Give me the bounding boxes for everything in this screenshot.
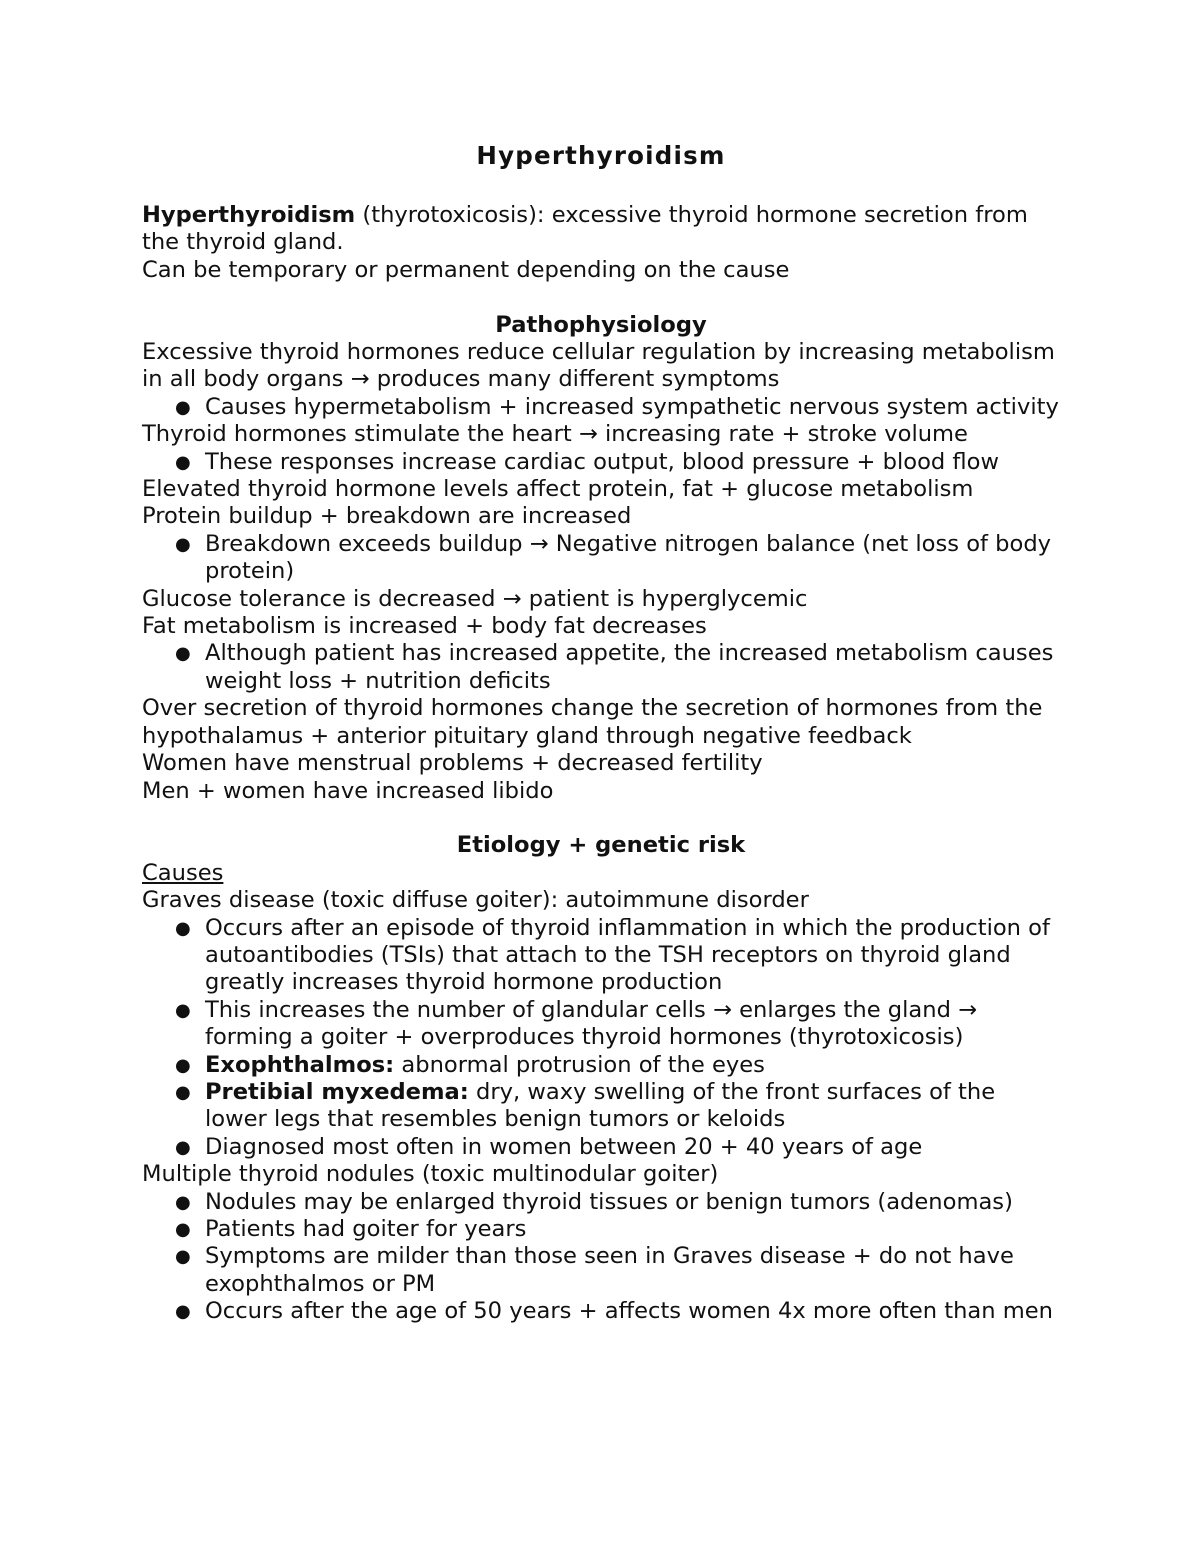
bullet-icon: ● [175,1301,191,1323]
paragraph: Over secretion of thyroid hormones change the secretion of hormones from the hypothalamus + anterior pituitary gland through negative feedback [142,695,1043,749]
intro-line: Can be temporary or permanent depending on the cause [142,256,790,283]
list-item: ● Diagnosed most often in women between 20 + 40 years of age [175,1133,923,1160]
section-heading-etiology: Etiology + genetic risk [456,832,746,859]
intro-definition [142,202,1060,257]
bullet-list [142,394,1060,421]
list-item: ● This increases the number of glandular cells → enlarges the gland → forming a goiter + overproduces thyroid hormones (thyrotoxicosis) [175,996,978,1051]
paragraph: Glucose tolerance is decreased → patient is hyperglycemic [142,585,808,612]
spacer [142,805,1060,832]
list-item: ● Patients had goiter for years [175,1216,527,1242]
paragraph: Men + women have increased libido [142,777,554,804]
paragraph: Women have menstrual problems + decreased fertility [142,750,763,777]
list-item: ● These responses increase cardiac output, blood pressure + blood flow [175,448,999,475]
list-item: ● Causes hypermetabolism + increased sympathetic nervous system activity [175,393,1059,420]
subheading-causes: Causes [142,859,224,886]
bullet-list [142,531,1060,586]
bullet-icon: ● [175,917,191,939]
bullet-list [142,449,1060,476]
bullet-list [142,915,1060,1162]
bullet-icon: ● [175,1054,191,1076]
spacer [142,284,1060,311]
bullet-icon: ● [175,533,191,555]
bullet-icon: ● [175,643,191,665]
list-item: ● Nodules may be enlarged thyroid tissues or benign tumors (adenomas) [175,1188,1013,1215]
list-item: ● Pretibial myxedema: dry, waxy swelling of the front surfaces of the lower legs that resembles benign tumors or keloids [175,1078,996,1133]
page-title: Hyperthyroidism [476,141,726,170]
list-item: ● Symptoms are milder than those seen in Graves disease + do not have exophthalmos or PM [175,1243,1014,1297]
list-item: ● Occurs after the age of 50 years + affects women 4x more often than men [175,1298,1054,1325]
paragraph: Elevated thyroid hormone levels affect protein, fat + glucose metabolism [142,476,974,503]
bullet-icon: ● [175,1246,191,1268]
bullet-icon: ● [175,999,191,1021]
paragraph: Fat metabolism is increased + body fat decreases [142,613,707,640]
list-item: ● Although patient has increased appetite, the increased metabolism causes weight loss + nutrition deficits [175,640,1054,694]
paragraph: Thyroid hormones stimulate the heart → increasing rate + stroke volume [142,421,968,448]
list-item: ● Exophthalmos: abnormal protrusion of the eyes [175,1051,765,1078]
paragraph: Excessive thyroid hormones reduce cellular regulation by increasing metabolism in all body organs → produces many different symptoms [142,339,1055,393]
bullet-icon: ● [175,451,191,473]
intro-definition-text: (thyrotoxicosis): excessive thyroid hormone secretion from the thyroid gland. [142,202,1028,256]
paragraph: Graves disease (toxic diffuse goiter): autoimmune disorder [142,887,809,914]
bullet-list [142,640,1060,695]
bullet-list [142,1189,1060,1326]
intro-term: Hyperthyroidism [142,202,356,228]
bullet-icon: ● [175,396,191,418]
paragraph: Multiple thyroid nodules (toxic multinodular goiter) [142,1161,719,1188]
paragraph: Protein buildup + breakdown are increased [142,503,632,530]
list-item: ● Occurs after an episode of thyroid inflammation in which the production of autoantibodies (TSIs) that attach to the TSH receptors on thyroid gland greatly increases thyroid hormone production [175,914,1050,996]
bullet-icon: ● [175,1219,191,1240]
section-heading-pathophysiology: Pathophysiology [495,311,707,338]
list-item: ● Breakdown exceeds buildup → Negative nitrogen balance (net loss of body protein) [175,530,1052,585]
bullet-icon: ● [175,1081,191,1103]
bullet-icon: ● [175,1191,191,1213]
bullet-icon: ● [175,1136,191,1158]
